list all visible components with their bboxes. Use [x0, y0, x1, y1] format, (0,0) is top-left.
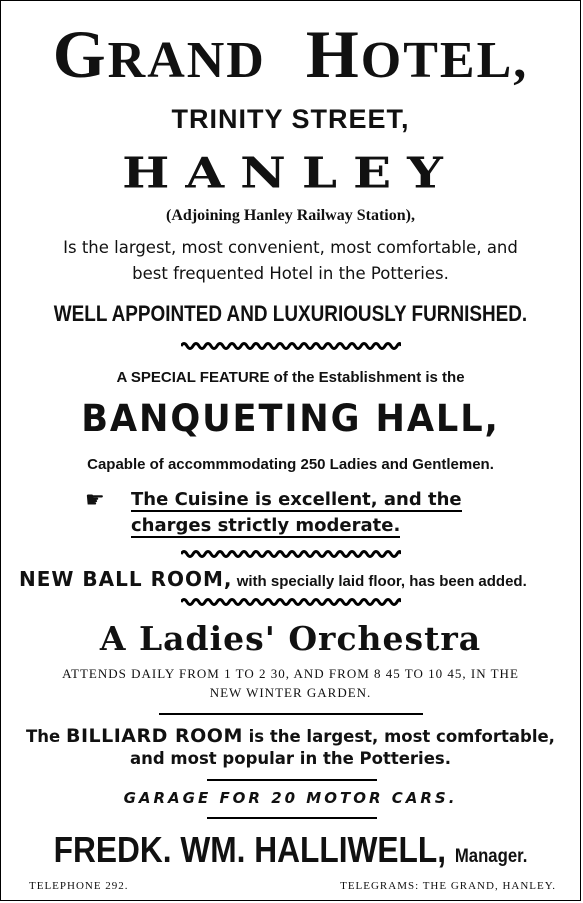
divider-rule — [159, 713, 423, 715]
divider-rule — [207, 817, 377, 819]
orchestra-heading: A Ladies' Orchestra — [99, 619, 482, 658]
wavy-divider — [181, 597, 401, 607]
capacity-text: Capable of accommmodating 250 Ladies and Gentlemen. — [87, 456, 494, 473]
orchestra-times: ATTENDS DAILY FROM 1 TO 2 30, AND FROM 8 45 TO 10 45, IN THE — [62, 666, 519, 681]
billiard-room-name: BILLIARD ROOM — [65, 725, 243, 747]
ballroom-name: NEW BALL ROOM, — [19, 567, 233, 591]
banqueting-hall-heading: BANQUETING HALL, — [81, 397, 500, 440]
title-initial-h: H — [305, 16, 361, 92]
cuisine-line-2: charges strictly moderate. — [131, 514, 401, 536]
cuisine-notice — [85, 487, 462, 539]
wavy-divider — [181, 549, 401, 559]
title-initial-g: G — [52, 16, 108, 92]
pointing-hand-icon: ☛ — [85, 487, 105, 513]
intro-line-1: Is the largest, most convenient, most comfortable, and — [63, 238, 518, 257]
town-name: HANLEY — [122, 147, 459, 198]
special-feature-text: A SPECIAL FEATURE of the Establishment is the — [116, 369, 465, 386]
ballroom-detail: with specially laid floor, has been added. — [236, 573, 527, 590]
billiard-line-2: and most popular in the Potteries. — [130, 749, 451, 768]
manager-role: Manager. — [454, 846, 528, 867]
billiard-prefix: The — [26, 727, 61, 746]
cuisine-line-1: The Cuisine is excellent, and the — [131, 488, 462, 510]
telephone-number: TELEPHONE 292. — [29, 880, 129, 892]
wavy-divider — [181, 341, 401, 351]
ballroom-notice — [19, 567, 527, 591]
intro-line-2: best frequented Hotel in the Potteries. — [132, 264, 449, 283]
manager-line — [36, 829, 546, 871]
appointed-headline: WELL APPOINTED AND LUXURIOUSLY FURNISHED. — [53, 301, 528, 326]
adjoining-note: (Adjoining Hanley Railway Station), — [166, 207, 415, 224]
manager-name: FREDK. WM. HALLIWELL, — [53, 829, 447, 870]
billiard-line-1-rest: is the largest, most comfortable, — [248, 727, 555, 746]
telegram-address: TELEGRAMS: THE GRAND, HANLEY. — [340, 880, 556, 892]
title-rest-rand: RAND — [107, 32, 266, 89]
orchestra-location: NEW WINTER GARDEN. — [209, 685, 372, 700]
billiard-line-1 — [1, 725, 580, 747]
title-rest-otel: OTEL, — [360, 32, 529, 89]
hotel-name — [1, 15, 580, 94]
street-address: TRINITY STREET, — [171, 104, 410, 134]
garage-notice: GARAGE FOR 20 MOTOR CARS. — [123, 789, 458, 807]
divider-rule — [207, 779, 377, 781]
